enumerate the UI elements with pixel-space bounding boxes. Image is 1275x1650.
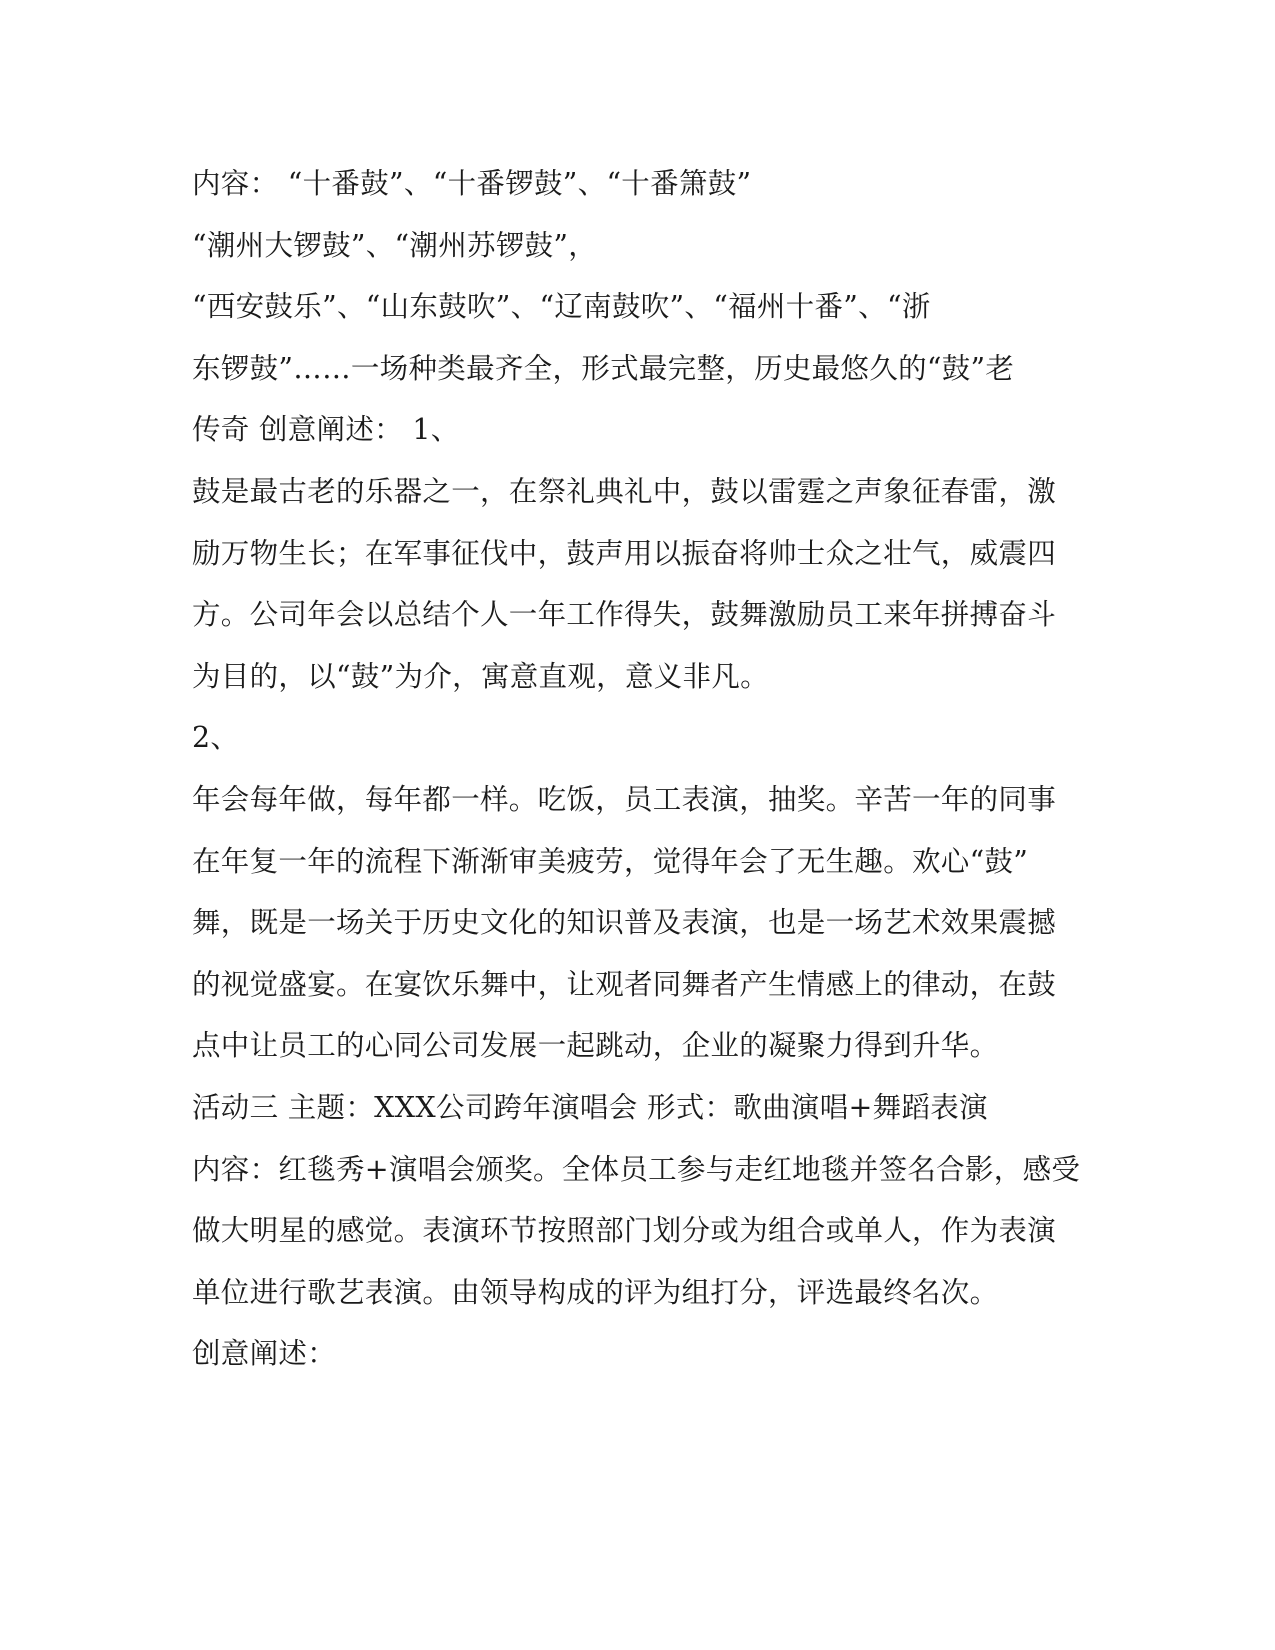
text-line-3: “西安鼓乐”、“山东鼓吹”、“辽南鼓吹”、“福州十番”、“浙 [192, 290, 931, 323]
text-line-19: 单位进行歌艺表演。由领导构成的评为组打分，评选最终名次。 [192, 1276, 999, 1309]
text-line-10: 2、 [192, 721, 240, 754]
text-line-17: 内容：红毯秀+演唱会颁奖。全体员工参与走红地毯并签名合影，感受 [192, 1153, 1081, 1186]
text-line-5: 传奇 创意阐述： 1、 [192, 413, 460, 446]
text-line-7: 励万物生长；在军事征伐中，鼓声用以振奋将帅士众之壮气，威震四 [192, 537, 1057, 570]
text-line-8: 方。公司年会以总结个人一年工作得失，鼓舞激励员工来年拼搏奋斗 [192, 598, 1057, 631]
text-line-13: 舞，既是一场关于历史文化的知识普及表演，也是一场艺术效果震撼 [192, 906, 1057, 939]
text-line-11: 年会每年做，每年都一样。吃饭，员工表演，抽奖。辛苦一年的同事 [192, 783, 1057, 816]
text-line-20: 创意阐述： [192, 1337, 337, 1370]
text-line-4: 东锣鼓”……一场种类最齐全，形式最完整，历史最悠久的“鼓”老 [192, 352, 1015, 385]
text-line-2: “潮州大锣鼓”、“潮州苏锣鼓”， [192, 229, 598, 262]
text-line-9: 为目的，以“鼓”为介，寓意直观，意义非凡。 [192, 660, 769, 693]
text-line-15: 点中让员工的心同公司发展一起跳动，企业的凝聚力得到升华。 [192, 1029, 999, 1062]
text-line-6: 鼓是最古老的乐器之一，在祭礼典礼中，鼓以雷霆之声象征春雷，激 [192, 475, 1057, 508]
text-line-16: 活动三 主题：XXX公司跨年演唱会 形式：歌曲演唱+舞蹈表演 [192, 1091, 988, 1124]
text-line-18: 做大明星的感觉。表演环节按照部门划分或为组合或单人，作为表演 [192, 1214, 1057, 1247]
text-line-14: 的视觉盛宴。在宴饮乐舞中，让观者同舞者产生情感上的律动，在鼓 [192, 968, 1057, 1001]
text-line-1: 内容： “十番鼓”、“十番锣鼓”、“十番箫鼓” [192, 167, 752, 200]
text-line-12: 在年复一年的流程下渐渐审美疲劳，觉得年会了无生趣。欢心“鼓” [192, 845, 1029, 878]
